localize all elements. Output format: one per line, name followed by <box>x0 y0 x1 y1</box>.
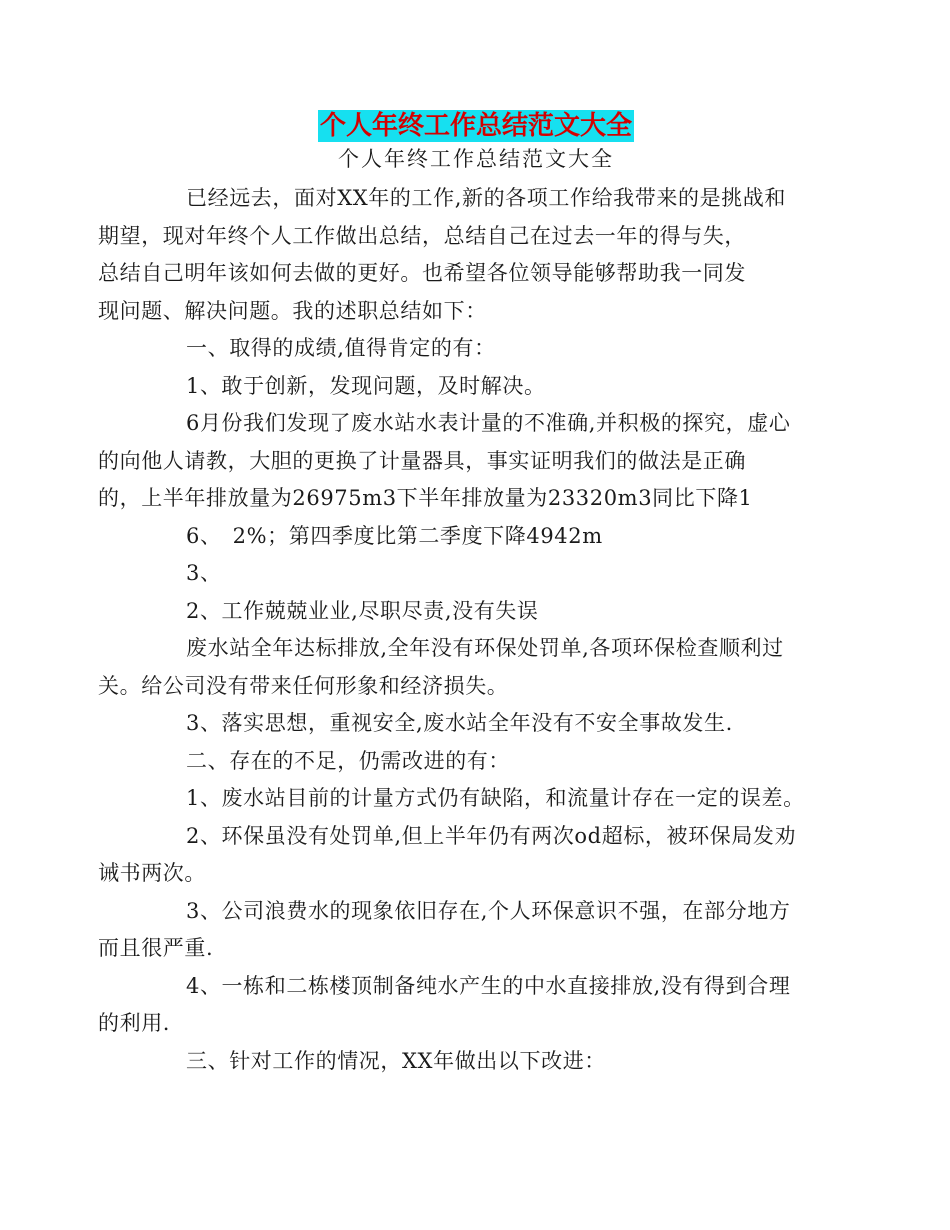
document-subtitle: 个人年终工作总结范文大全 <box>338 147 614 171</box>
paragraph <box>142 743 810 781</box>
paragraph <box>142 780 810 818</box>
paragraph-line: 现问题、解决问题。我的述职总结如下： <box>98 298 487 323</box>
paragraph-line: 已经远去，面对XX年的工作,新的各项工作给我带来的是挑战和 <box>186 186 786 210</box>
document-title: 个人年终工作总结范文大全 <box>319 111 632 141</box>
paragraph <box>98 968 810 1043</box>
paragraph-line: 三、针对工作的情况，XX年做出以下改进： <box>186 1048 606 1073</box>
paragraph-line: 1、废水站目前的计量方式仍有缺陷，和流量计存在一定的误差。 <box>186 786 805 810</box>
paragraph-line: 3、 <box>186 561 222 585</box>
paragraph-line: 的，上半年排放量为26975m3下半年排放量为23320m3同比下降1 <box>98 486 753 510</box>
title-row <box>142 110 810 144</box>
paragraph-line: 4、一栋和二栋楼顶制备纯水产生的中水直接排放,没有得到合理 <box>186 973 791 998</box>
paragraph-line: 3、落实思想，重视安全,废水站全年没有不安全事故发生. <box>186 711 733 735</box>
paragraph-line: 总结自己明年该如何去做的更好。也希望各位领导能够帮助我一同发 <box>98 261 746 285</box>
paragraph-line: 6、 2%；第四季度比第二季度下降4942m <box>186 523 603 548</box>
paragraph-line: 二、存在的不足，仍需改进的有： <box>186 748 510 773</box>
paragraph <box>142 555 810 593</box>
paragraph <box>98 630 810 705</box>
paragraph-line: 废水站全年达标排放,全年没有环保处罚单,各项环保检查顺利过 <box>186 636 784 660</box>
paragraph-line: 关。给公司没有带来任何形象和经济损失。 <box>98 673 509 698</box>
paragraph <box>98 405 810 518</box>
paragraph-line: 3、公司浪费水的现象依旧存在,个人环保意识不强，在部分地方 <box>186 898 791 923</box>
paragraph-line: 2、环保虽没有处罚单,但上半年仍有两次od超标，被环保局发劝 <box>186 823 797 848</box>
paragraph <box>98 180 810 330</box>
paragraph-line: 2、工作兢兢业业,尽职尽责,没有失误 <box>186 598 539 623</box>
paragraph <box>142 330 810 368</box>
paragraph <box>142 518 810 556</box>
paragraph-line: 6月份我们发现了废水站水表计量的不准确,并积极的探究，虚心 <box>186 411 791 435</box>
paragraph-line: 而且很严重. <box>98 936 214 960</box>
paragraph <box>142 1043 810 1081</box>
paragraph <box>142 593 810 631</box>
paragraph <box>142 368 810 406</box>
paragraph-line: 诫书两次。 <box>98 861 206 885</box>
paragraph-line: 的向他人请教，大胆的更换了计量器具，事实证明我们的做法是正确 <box>98 448 746 473</box>
paragraph-line: 期望，现对年终个人工作做出总结，总结自己在过去一年的得与失， <box>98 223 746 248</box>
paragraph-line: 1、敢于创新，发现问题，及时解决。 <box>186 373 546 398</box>
document-body <box>98 180 810 1080</box>
paragraph-line: 的利用. <box>98 1011 171 1035</box>
paragraph <box>142 705 810 743</box>
paragraph <box>98 893 810 968</box>
paragraph <box>98 818 810 893</box>
paragraph-line: 一、取得的成绩,值得肯定的有： <box>186 336 496 360</box>
